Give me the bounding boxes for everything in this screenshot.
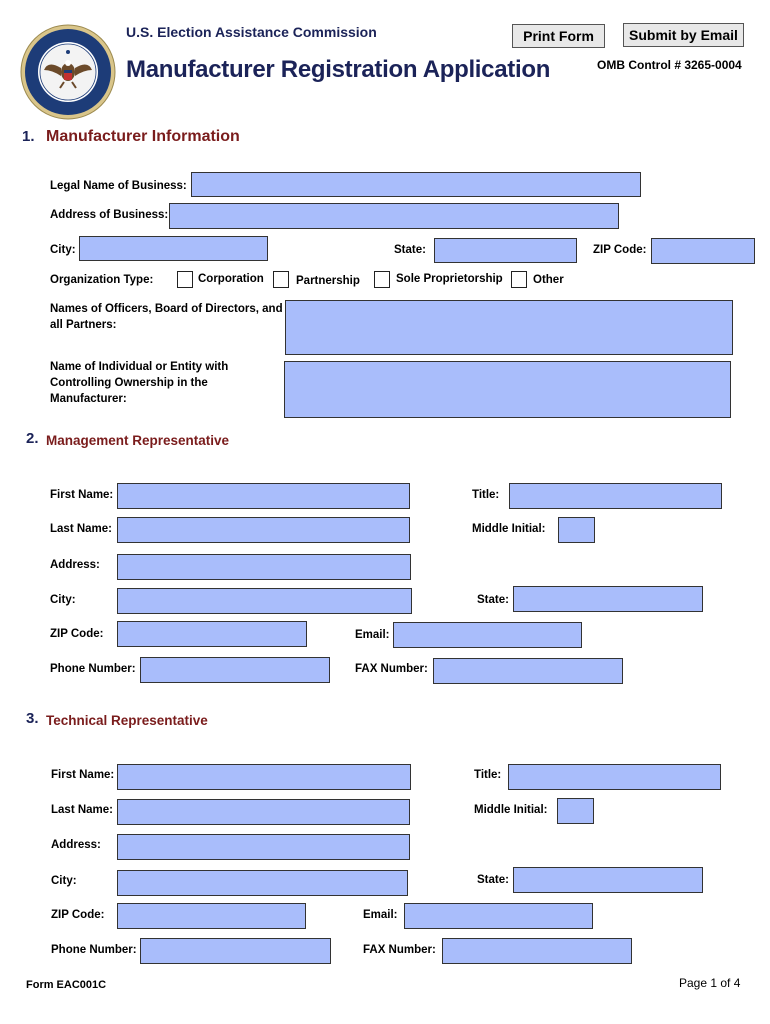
tech-phone-field[interactable] <box>140 938 331 964</box>
sole-proprietorship-checkbox[interactable] <box>374 271 390 288</box>
mgmt-address-label: Address: <box>50 559 100 571</box>
mgmt-city-label: City: <box>50 594 76 606</box>
section-1-title: Manufacturer Information <box>46 128 240 145</box>
mgmt-phone-label: Phone Number: <box>50 663 136 675</box>
corporation-label: Corporation <box>198 273 264 285</box>
mgmt-email-field[interactable] <box>393 622 582 648</box>
tech-state-field[interactable] <box>513 867 703 893</box>
tech-fax-label: FAX Number: <box>363 944 436 956</box>
tech-first-name-field[interactable] <box>117 764 411 790</box>
partnership-label: Partnership <box>296 275 360 287</box>
sole-proprietorship-label: Sole Proprietorship <box>396 273 503 285</box>
tech-email-label: Email: <box>363 909 398 921</box>
tech-first-name-label: First Name: <box>51 769 115 781</box>
zip-field[interactable] <box>651 238 755 264</box>
agency-name: U.S. Election Assistance Commission <box>126 24 377 40</box>
mgmt-last-name-label: Last Name: <box>50 523 112 535</box>
tech-zip-label: ZIP Code: <box>51 909 105 921</box>
mgmt-first-name-field[interactable] <box>117 483 410 509</box>
corporation-checkbox[interactable] <box>177 271 193 288</box>
mgmt-middle-initial-label: Middle Initial: <box>472 523 546 535</box>
page-title: Manufacturer Registration Application <box>126 56 551 83</box>
section-3-title: Technical Representative <box>46 713 208 728</box>
mgmt-title-label: Title: <box>472 489 500 501</box>
mgmt-middle-initial-field[interactable] <box>558 517 595 543</box>
section-1-number: 1. <box>22 128 35 145</box>
mgmt-title-field[interactable] <box>509 483 722 509</box>
mgmt-zip-label: ZIP Code: <box>50 628 104 640</box>
legal-name-field[interactable] <box>191 172 641 197</box>
mgmt-first-name-label: First Name: <box>50 489 114 501</box>
mgmt-zip-field[interactable] <box>117 621 307 647</box>
mgmt-state-field[interactable] <box>513 586 703 612</box>
submit-by-email-button[interactable]: Submit by Email <box>623 23 744 47</box>
business-address-field[interactable] <box>169 203 619 229</box>
tech-fax-field[interactable] <box>442 938 632 964</box>
mgmt-city-field[interactable] <box>117 588 412 614</box>
form-id: Form EAC001C <box>26 979 107 991</box>
tech-city-field[interactable] <box>117 870 408 896</box>
tech-address-label: Address: <box>51 839 101 851</box>
business-address-label: Address of Business: <box>50 209 169 221</box>
city-field[interactable] <box>79 236 268 261</box>
tech-email-field[interactable] <box>404 903 593 929</box>
eac-seal <box>20 24 116 120</box>
section-2-number: 2. <box>26 430 39 447</box>
tech-middle-initial-label: Middle Initial: <box>474 804 548 816</box>
tech-middle-initial-field[interactable] <box>557 798 594 824</box>
org-type-label: Organization Type: <box>50 274 154 286</box>
mgmt-phone-field[interactable] <box>140 657 330 683</box>
tech-title-field[interactable] <box>508 764 721 790</box>
mgmt-fax-field[interactable] <box>433 658 623 684</box>
mgmt-fax-label: FAX Number: <box>355 663 428 675</box>
section-3-number: 3. <box>26 710 39 727</box>
officers-field[interactable] <box>285 300 733 355</box>
other-label: Other <box>533 274 564 286</box>
zip-label: ZIP Code: <box>593 244 647 256</box>
tech-address-field[interactable] <box>117 834 410 860</box>
omb-control: OMB Control # 3265-0004 <box>597 58 742 72</box>
page-number: Page 1 of 4 <box>679 976 741 990</box>
other-checkbox[interactable] <box>511 271 527 288</box>
state-label: State: <box>394 244 426 256</box>
mgmt-email-label: Email: <box>355 629 390 641</box>
partnership-checkbox[interactable] <box>273 271 289 288</box>
mgmt-address-field[interactable] <box>117 554 411 580</box>
print-form-button[interactable]: Print Form <box>512 24 605 48</box>
tech-last-name-field[interactable] <box>117 799 410 825</box>
controlling-ownership-field[interactable] <box>284 361 731 418</box>
mgmt-last-name-field[interactable] <box>117 517 410 543</box>
tech-city-label: City: <box>51 875 77 887</box>
tech-title-label: Title: <box>474 769 502 781</box>
mgmt-state-label: State: <box>477 594 509 606</box>
tech-last-name-label: Last Name: <box>51 804 113 816</box>
officers-label: Names of Officers, Board of Directors, and all Partners: <box>50 303 283 331</box>
section-2-title: Management Representative <box>46 433 230 448</box>
state-field[interactable] <box>434 238 577 263</box>
tech-phone-label: Phone Number: <box>51 944 137 956</box>
tech-state-label: State: <box>477 874 509 886</box>
legal-name-label: Legal Name of Business: <box>50 180 187 192</box>
controlling-ownership-label: Name of Individual or Entity with Controlling Ownership in the Manufacturer: <box>50 361 229 405</box>
tech-zip-field[interactable] <box>117 903 306 929</box>
city-label: City: <box>50 244 76 256</box>
